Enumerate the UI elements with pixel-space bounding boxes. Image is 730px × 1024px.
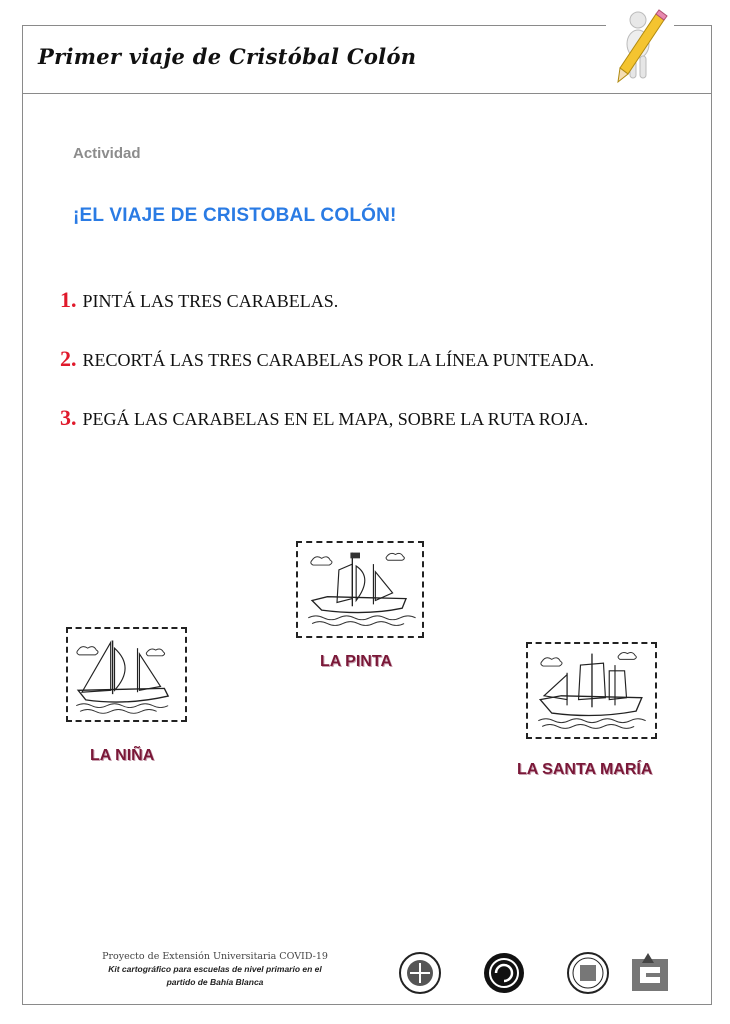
footer-kit-line: Kit cartográfico para escuelas de nivel primario en el partido de Bahía Blanca xyxy=(108,964,322,987)
ship-cutout-la-pinta[interactable] xyxy=(296,541,424,638)
header-divider xyxy=(22,93,712,94)
activity-label: Actividad xyxy=(73,145,141,162)
circular-logo-icon xyxy=(482,951,526,995)
instruction-2 xyxy=(60,346,594,372)
footer-credits xyxy=(100,950,330,989)
ship-label-la-santa-maria: LA SANTA MARÍA xyxy=(517,761,653,778)
ship-cutout-la-santa-maria[interactable] xyxy=(526,642,657,739)
pencil-mascot-icon xyxy=(606,8,674,90)
instruction-number: 1. xyxy=(60,287,77,312)
instruction-number: 3. xyxy=(60,405,77,430)
ship-cutout-la-nina[interactable] xyxy=(66,627,187,722)
instruction-text: RECORTÁ LAS TRES CARABELAS POR LA LÍNEA PUNTEADA. xyxy=(82,350,595,370)
department-logo-icon xyxy=(628,951,672,995)
page-title: Primer viaje de Cristóbal Colón xyxy=(38,44,417,69)
instruction-1 xyxy=(60,287,338,313)
activity-heading: ¡EL VIAJE DE CRISTOBAL COLÓN! xyxy=(73,205,397,226)
instruction-text: PEGÁ LAS CARABELAS EN EL MAPA, SOBRE LA RUTA ROJA. xyxy=(82,409,589,429)
university-seal-icon xyxy=(566,951,610,995)
caravel-icon xyxy=(528,644,655,737)
instruction-3 xyxy=(60,405,588,431)
caravel-icon xyxy=(68,629,185,720)
caravel-icon xyxy=(298,543,422,636)
ship-label-la-pinta: LA PINTA xyxy=(320,653,392,670)
page-frame xyxy=(22,25,712,1005)
ship-label-la-nina: LA NIÑA xyxy=(90,747,155,764)
footer-project-line: Proyecto de Extensión Universitaria COVID-19 xyxy=(102,951,328,962)
instruction-text: PINTÁ LAS TRES CARABELAS. xyxy=(82,291,339,311)
institution-seal-icon xyxy=(398,951,442,995)
instruction-number: 2. xyxy=(60,346,77,371)
